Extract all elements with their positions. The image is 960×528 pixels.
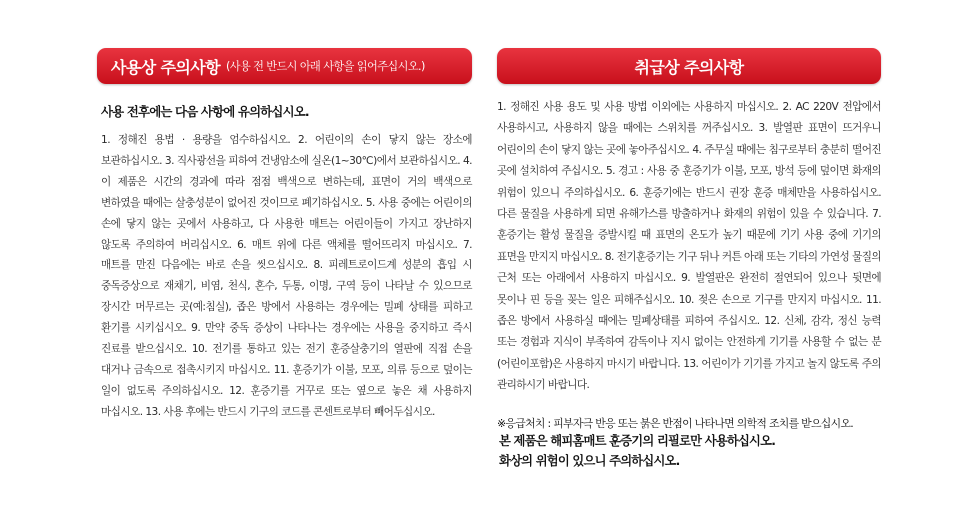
usage-precautions-body: 1. 정해진 용법 · 용량을 엄수하십시오. 2. 어린이의 손이 닿지 않는 장소에 보관하십시오. 3. 직사광선을 피하여 건냉암소에 실온(1~30℃)에서 보관하십시오. 4. 이 제품은 시간의 경과에 따라 점점 백색으로 변하는데, 표면이 거의 백색으로 변하였을 때에는 살충성분이 없어진 것이므로 폐기하십시오. 5. 사용 중에는 어린이의 손에 닿지 않는 곳에서 사용하고, 다 사용한 매트는 어린이들이 가지고 장난하지 않도록 주의하여 버리십시오. 6. 매트 위에 다른 액체를 떨어뜨리지 마십시오. 7. 매트를 만진 다음에는 바로 손을 씻으십시오. 8. 피레트로이드계 성분의 흡입 시 중독증상으로 재채기, 비염, 천식, 혼수, 두통, 이명, 구역 등이 나타날 수 있으므로 장시간 머무르는 곳(예:침실), 좁은 방에서 사용하는 경우에는 밀폐 상태를 피하고 환기를 시키십시오. 9. 만약 중독 증상이 나타나는 경우에는 사용을 중지하고 즉시 진료를 받으십시오. 10. 전기를 통하고 있는 전기 훈증살충기의 열판에 직접 손을 대거나 금속으로 접촉시키지 마십시오. 11. 훈증기가 이불, 모포, 의류 등으로 덮이는 일이 없도록 주의하십시오. 12. 훈증기를 거꾸로 또는 옆으로 놓은 채 사용하지 마십시오. 13. 사용 후에는 반드시 기구의 코드를 콘센트로부터 빼어두십시오. bbox=[101, 134, 472, 418]
usage-precautions-heading: 사용 전후에는 다음 사항에 유의하십시오. bbox=[101, 104, 309, 119]
refill-warning: 본 제품은 해피홈매트 훈증기의 리필로만 사용하십시오. bbox=[499, 433, 776, 448]
usage-precautions-section bbox=[97, 48, 472, 423]
first-aid-note: ※응급처치 : 피부자극 반응 또는 붉은 반점이 나타나면 의학적 조치를 받으십시오. bbox=[497, 416, 854, 430]
usage-precautions-banner bbox=[97, 48, 472, 84]
handling-precautions-banner bbox=[497, 48, 881, 84]
handling-precautions-body: 1. 정해진 사용 용도 및 사용 방법 이외에는 사용하지 마십시오. 2. AC 220V 전압에서 사용하시고, 사용하지 않을 때에는 스위치를 꺼주십시오. 3. 발열판 표면이 뜨거우니 어린이의 손이 닿지 않는 곳에 놓아주십시오. 4. 주무실 때에는 침구로부터 충분히 떨어진 곳에 설치하여 주십시오. 5. 경고 : 사용 중 훈증기가 이불, 모포, 방석 등에 덮이면 화재의 위험이 있으니 주의하십시오. 6. 훈증기에는 반드시 권장 훈증 매체만을 사용하십시오. 다른 물질을 사용하게 되면 유해가스를 방출하거나 화재의 위험이 있을 수 있습니다. 7. 훈증기는 활성 물질을 증발시킬 때 표면의 온도가 높기 때문에 기기 사용 중에 기기의 표면을 만지지 마십시오. 8. 전기훈증기는 기구 뒤나 커튼 아래 또는 기타의 가연성 물질의 근처 또는 아래에서 사용하지 마십시오. 9. 발열판은 완전히 절연되어 있으나 뒷면에 못이나 핀 등을 꽂는 일은 피해주십시오. 10. 젖은 손으로 기구를 만지지 마십시오. 11. 좁은 방에서 사용하실 때에는 밀폐상태를 피하여 주십시오. 12. 신체, 감각, 정신 능력 또는 경험과 지식이 부족하여 감독이나 지시 없이는 안전하게 기기를 사용할 수 없는 분 (어린이포함)은 사용하지 마시기 바랍니다. 13. 어린이가 기기를 가지고 놀지 않도록 주의 관리하시기 바랍니다. bbox=[497, 101, 881, 392]
burn-warning: 화상의 위험이 있으니 주의하십시오. bbox=[499, 453, 680, 468]
handling-precautions-section bbox=[497, 48, 881, 471]
handling-precautions-title: 취급상 주의사항 bbox=[634, 57, 744, 77]
usage-precautions-title: 사용상 주의사항 bbox=[111, 57, 220, 77]
usage-precautions-subtitle: (사용 전 반드시 아래 사항을 읽어주십시오.) bbox=[225, 60, 425, 73]
